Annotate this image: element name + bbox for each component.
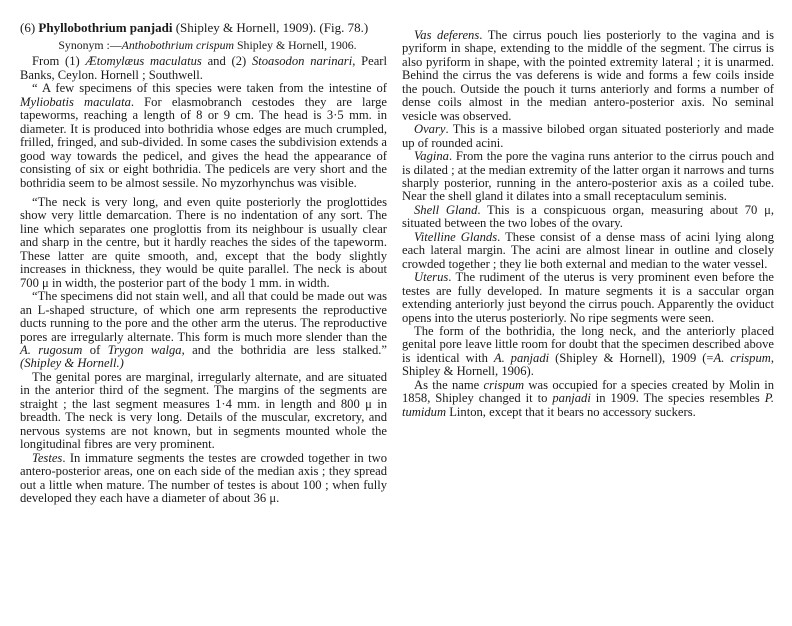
host-name: Ætomylæus maculatus [85, 54, 202, 69]
nomenclature-paragraph: As the name crispum was occupied for a species created by Molin in 1858, Shipley changed it to panjadi in 1909. The species resembles P. tumidum Linton, except that it bears no accessory suckers. [402, 377, 775, 419]
right-column [402, 29, 774, 419]
section-label: Vas deferens [414, 28, 480, 42]
synonym-label: Synonym :— [58, 38, 122, 52]
species-reference: A. rugosum [20, 342, 83, 357]
quote-paragraph-staining: “The specimens did not stain well, and all that could be made out was an L-shaped structure, of which one arm represents the reproductive ducts running to the pore and the other arm the uterus. The reproductive pores are irregularly alternate. This form is much more slender than the A. rugosum of Trygon walga, and the bothridia are less stalked.” (Shipley & Hornell.) [20, 289, 387, 371]
vagina-paragraph: Vagina. From the pore the vagina runs anterior to the cirrus pouch and is dilated ; at the median extremity of the latter organ it narrows and turns sharply posterior, running in the antero-posterior axis as a coiled tube. Near the shell gland it dilates into a small receptaculum seminis. [402, 149, 774, 204]
synonym-line [20, 39, 387, 52]
section-label: Vitelline Glands [414, 229, 498, 244]
host-name: Myliobatis maculata [20, 94, 131, 109]
synonym-authority: Shipley & Hornell, 1906. [234, 38, 357, 52]
species-reference: P. tumidum [402, 391, 775, 419]
shell-gland-paragraph: Shell Gland. This is a conspicuous organ, measuring about 70 μ, situated between the two lobes of the ovary. [402, 202, 774, 231]
vitelline-glands-paragraph: Vitelline Glands. These consist of a dense mass of acini lying along each lateral margin. The acini are almost linear in outline and closely crowded together ; they lie both external and median to the water vessel. [402, 229, 775, 271]
species-reference: crispum [483, 377, 525, 392]
citation: (Shipley & Hornell.) [20, 356, 124, 371]
species-authority: (Shipley & Hornell, 1909). [175, 20, 317, 35]
section-label: Testes [32, 450, 63, 465]
section-label: Uterus [414, 270, 449, 285]
figure-reference: (Fig. 78.) [319, 20, 369, 35]
genital-pores-paragraph: The genital pores are marginal, irregularly alternate, and are situated in the anterior third of the segment. The margins of the segments are straight ; the last segment measures 1·4 mm. in length and 800 μ in breadth. The neck is very long. Details of the muscular, excretory, and nervous systems are not known, but in segments mounted whole the longitudinal fibres are very prominent. [20, 369, 387, 452]
identification-paragraph: The form of the bothridia, the long neck, and the anteriorly placed genital pore leave little room for doubt that the specimen described above is identical with A. panjadi (Shipley & Hornell), 1909 (=A. crispum, Shipley & Hornell, 1906). [402, 323, 775, 379]
host-name: Stoasodon narinari [251, 54, 353, 69]
species-name: Phyllobothrium panjadi [38, 20, 173, 35]
uterus-paragraph: Uterus. The rudiment of the uterus is very prominent even before the testes are fully developed. In mature segments it is a saccular organ extending anteriorly just beyond the cirrus pouch. Apparently the oviduct opens into the uterus posteriorly. No ripe segments were seen. [402, 270, 774, 325]
host-name: Trygon walga [107, 342, 182, 357]
host-locality-paragraph: From (1) Ætomylæus maculatus and (2) Stoasodon narinari, Pearl Banks, Ceylon. Hornell ; Southwell. [20, 54, 387, 82]
vas-deferens-paragraph: Vas deferens. The cirrus pouch lies posteriorly to the vagina and is pyriform in shape, extending to the middle of the segment. The cirrus is also pyriform in shape, with the pointed extremity lateral ; it is unarmed. Behind the cirrus the vas deferens is wide and forms a few coils inside the pouch. Outside the pouch it turns anteriorly and forms a number of dense coils almost in the median antero-posterior axis. No seminal vesicle was observed. [402, 28, 774, 123]
section-label: Ovary [414, 122, 446, 137]
section-label: Shell Gland [414, 202, 478, 217]
section-label: Vagina [414, 149, 449, 164]
species-reference: A. panjadi [493, 350, 550, 365]
left-column [20, 20, 387, 505]
quote-paragraph-neck: “The neck is very long, and even quite posteriorly the proglottides show very little demarcation. There is no indentation of any sort. The line which separates one proglottis from its neighbour is usually clear and sharp in the centre, but it hardly reaches the sides of the tapeworm. These latter are quite smooth, and, except that the body slightly increases in thickness, they would be quite parallel. The neck is about 700 μ in width, the posterior part of the body 1 mm. in width. [20, 194, 387, 290]
quote-paragraph-head: “ A few specimens of this species were taken from the intestine of Myliobatis maculata. For elasmobranch cestodes they are large tapeworms, reaching a length of 8 or 9 cm. The head is 3·5 mm. in diameter. It is produced into bothridia whose edges are much crumpled, frilled, fringed, and sub-divided. In some cases the subdivision extends a good way towards the pedicel, and gives the head the appearance of consisting of six or eight bothridia. The pedicels are very short and the bothridia seem to be almost sessile. No myzorhynchus was visible. [20, 81, 387, 190]
synonym-name: Anthobothrium crispum [121, 38, 235, 52]
species-reference: panjadi [552, 391, 591, 406]
species-heading [20, 20, 387, 35]
section-number: (6) [20, 20, 36, 35]
species-reference: A. crispum [713, 350, 771, 365]
testes-paragraph: Testes. In immature segments the testes are crowded together in two antero-posterior areas, one on each side of the median axis ; they spread out a little when mature. The number of testes is about 100 ; when fully developed they each have a diameter of about 36 μ. [20, 450, 387, 505]
ovary-paragraph: Ovary. This is a massive bilobed organ situated posteriorly and made up of rounded acini. [402, 122, 774, 150]
